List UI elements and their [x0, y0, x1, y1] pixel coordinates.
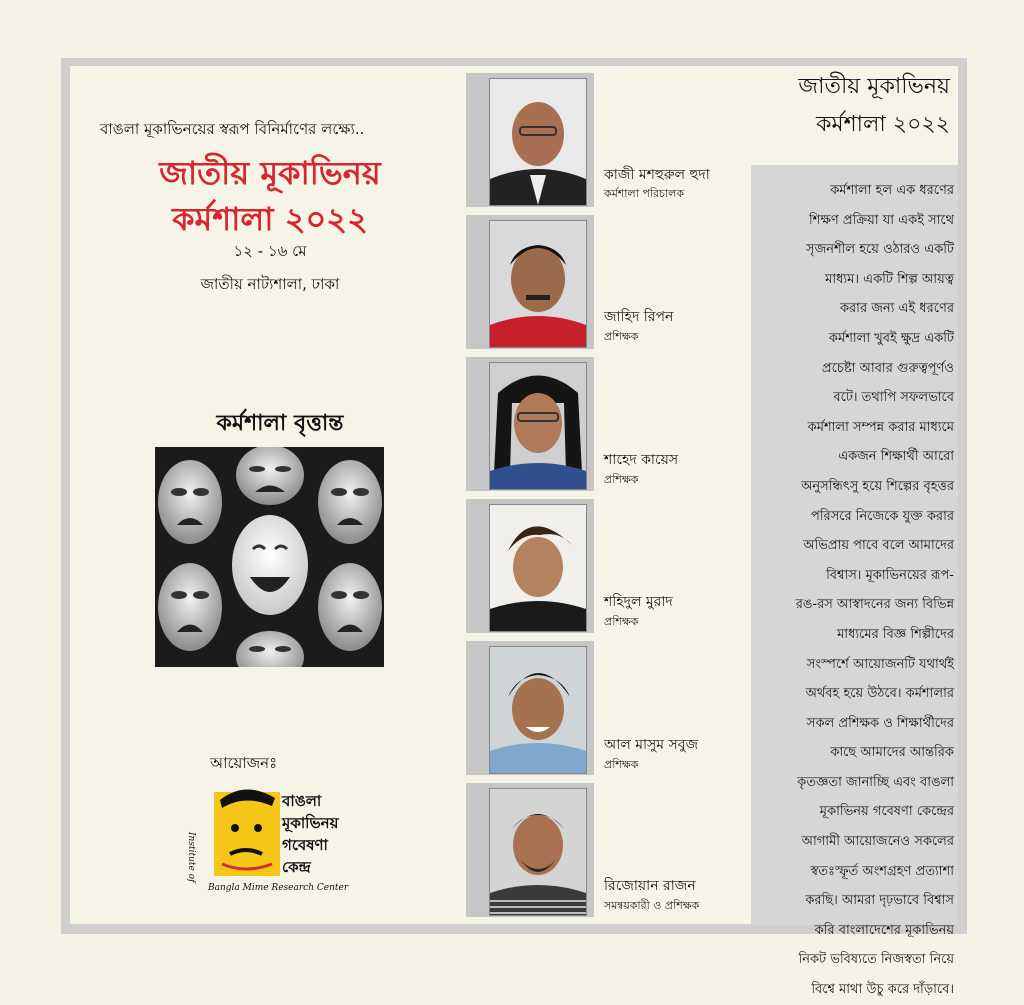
body-line: বটে। তথাপি সফলভাবে	[833, 390, 954, 406]
body-line: করি বাংলাদেশের মূকাভিনয়	[814, 922, 954, 938]
body-line: সৃজনশীল হয়ে ওঠারও একটি	[806, 242, 954, 258]
body-line: পরিসরে নিজেকে যুক্ত করার	[811, 508, 954, 524]
sad-mask-icon	[158, 563, 222, 651]
body-line: একজন শিক্ষার্থী আরো	[838, 449, 954, 465]
person-photo	[489, 646, 587, 774]
eye-icon	[231, 824, 239, 832]
event-dates: ১২ - ১৬ মে	[233, 242, 307, 260]
person-name: রিজোয়ান রাজন	[604, 878, 696, 894]
body-text	[758, 176, 954, 1005]
body-line: মূকাভিনয় গবেষণা কেন্দ্রের	[819, 804, 954, 820]
logo-line: গবেষণা	[282, 836, 328, 854]
body-line: কৃতজ্ঞতা জানাচ্ছি এবং বাঙলা	[797, 774, 954, 790]
body-line: কাছে আমাদের আন্তরিক	[830, 745, 954, 761]
report-title: কর্মশালা বৃত্তান্ত	[216, 411, 344, 436]
body-line: কর্মশালা হল এক ধরণের	[830, 183, 954, 198]
logo-side-text: Institute of	[186, 832, 196, 883]
person-role: প্রশিক্ষক	[604, 758, 639, 771]
person-photo	[489, 504, 587, 632]
body-line: আগামী আয়োজনেও সকলের	[801, 834, 954, 850]
body-line: সকল প্রশিক্ষক ও শিক্ষার্থীদের	[806, 715, 954, 731]
person-role: সমন্বয়কারী ও প্রশিক্ষক	[604, 899, 700, 912]
logo-line: বাঙলা	[282, 792, 322, 810]
person-name: কাজী মশহুরুল হুদা	[604, 167, 710, 183]
main-title	[110, 150, 430, 242]
person-name: শহিদুল মুরাদ	[604, 594, 673, 610]
person-photo	[489, 220, 587, 348]
person-name: আল মাসুম সবুজ	[604, 737, 699, 753]
right-title-line-1: জাতীয় মূকাভিনয়	[798, 74, 950, 99]
body-line: নিকট ভবিষ্যতে নিজস্বতা নিয়ে	[798, 952, 954, 968]
person-photo	[489, 788, 587, 916]
person-photo	[489, 362, 587, 490]
body-line: সংস্পর্শে আয়োজনটি যথার্থই	[806, 656, 954, 672]
person-name: জাহিদ রিপন	[604, 309, 674, 325]
sad-mask-icon	[318, 460, 382, 544]
organizer-label: আয়োজনঃ	[210, 754, 278, 772]
theatre-masks-image	[155, 447, 384, 667]
logo-line: মূকাভিনয়	[282, 814, 339, 832]
person-role: প্রশিক্ষক	[604, 473, 639, 486]
sad-mask-icon	[318, 563, 382, 651]
main-title-line-2: কর্মশালা ২০২২	[172, 200, 368, 238]
body-line: অভিপ্রায় পাবে বলে আমাদের	[803, 538, 954, 554]
right-title-line-2: কর্মশালা ২০২২	[816, 112, 950, 137]
person-role: প্রশিক্ষক	[604, 615, 639, 628]
body-line: করছি। আমরা দৃঢ়ভাবে বিশ্বাস	[805, 893, 954, 909]
body-line: অর্থবহ হয়ে উঠবে। কর্মশালার	[805, 686, 954, 702]
logo-english-name: Bangla Mime Research Center	[208, 883, 349, 893]
body-line: বিশ্বাস। মূকাভিনয়ের রূপ-	[826, 567, 954, 583]
body-line: অনুসন্ধিৎসু হয়ে শিল্পের বৃহত্তর	[801, 478, 954, 494]
bmrc-logo	[190, 780, 365, 900]
happy-mask-icon	[232, 515, 308, 615]
body-line: কর্মশালা খুবই ক্ষুদ্র একটি	[828, 330, 954, 346]
person-role: কর্মশালা পরিচালক	[604, 187, 685, 200]
logo-bangla-text	[282, 790, 366, 878]
body-line: করার জন্য এই ধরণের	[839, 301, 954, 317]
body-line: মাধ্যম। একটি শিল্প আয়ত্ব	[825, 271, 954, 287]
person-name: শাহেদ কায়েস	[604, 452, 679, 468]
person-photo	[489, 78, 587, 206]
sad-mask-icon	[158, 460, 222, 544]
event-venue: জাতীয় নাট্যশালা, ঢাকা	[200, 275, 340, 293]
body-line: বিশ্বে মাথা উচু করে দাঁড়াবে।	[811, 982, 954, 998]
body-line: স্বতঃস্ফূর্ত অংশগ্রহণ প্রত্যাশা	[810, 863, 954, 879]
logo-line: কেন্দ্র	[282, 858, 311, 876]
sad-mask-icon	[236, 447, 304, 505]
body-line: শিক্ষণ প্রক্রিয়া যা একই সাথে	[808, 212, 954, 228]
body-line: কর্মশালা সম্পন্ন করার মাধ্যমে	[807, 419, 954, 435]
eye-icon	[254, 824, 262, 832]
body-line: রঙ-রস আস্বাদনের জন্য বিভিন্ন	[795, 597, 954, 613]
person-role: প্রশিক্ষক	[604, 330, 639, 343]
body-line: প্রচেষ্টা আবার গুরুত্বপূর্ণও	[821, 360, 954, 376]
right-title	[760, 68, 950, 144]
body-line: মাধ্যমের বিজ্ঞ শিল্পীদের	[837, 626, 954, 642]
tagline: বাঙলা মূকাভিনয়ের স্বরূপ বিনির্মাণের লক্ষ্যে..	[100, 120, 365, 138]
main-title-line-1: জাতীয় মূকাভিনয়	[159, 154, 381, 192]
